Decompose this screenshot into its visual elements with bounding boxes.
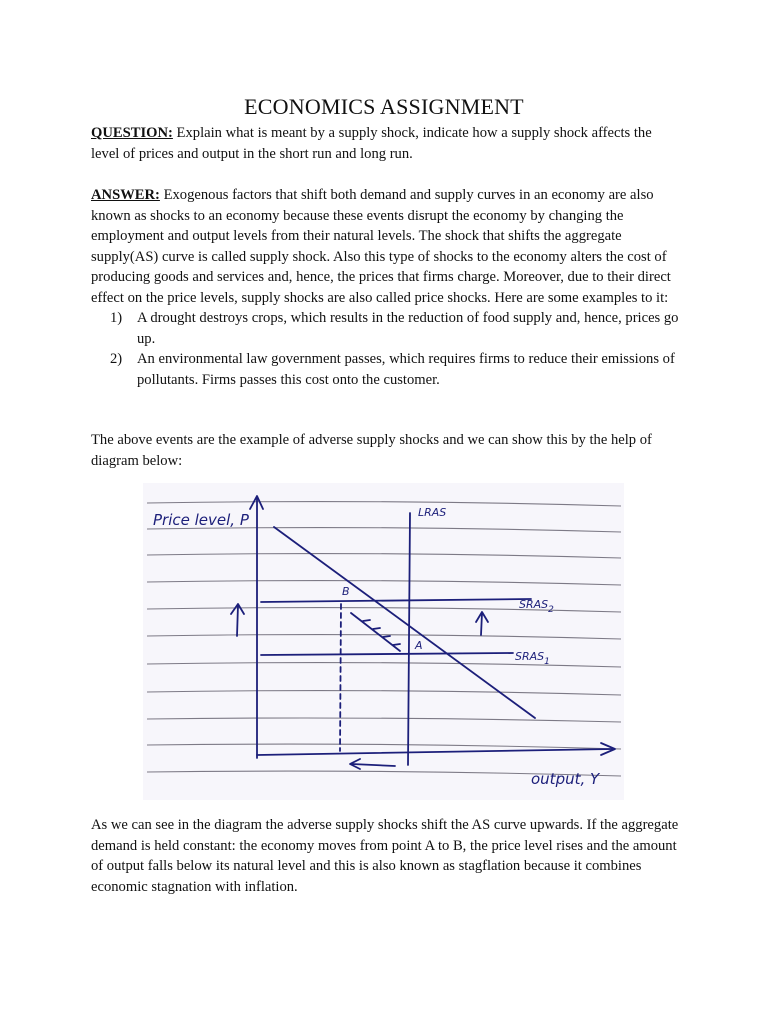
supply-shock-diagram: [143, 483, 624, 800]
point-a-label: A: [415, 639, 423, 652]
list-item: [91, 308, 681, 349]
document-title: ECONOMICS ASSIGNMENT: [244, 94, 524, 119]
point-b-label: B: [342, 585, 350, 598]
lras-label: LRAS: [418, 506, 447, 519]
list-item-text: An environmental law government passes, which requires firms to reduce their emissions of pollutants. Firms passes this cost onto the customer.: [137, 351, 675, 388]
list-item: [91, 349, 681, 390]
list-item-number: 2): [110, 351, 123, 367]
answer-paragraph: [91, 185, 681, 308]
conclusion-paragraph: As we can see in the diagram the adverse supply shocks shift the AS curve upwards. If the aggregate demand is held constant: the economy moves from point A to B, the price level rises and the amount of output falls below its natural level and this is also known as stagflation because it combines economic stagnation with inflation.: [91, 817, 679, 895]
examples-list: [91, 308, 681, 390]
sras2-label-text: SRAS: [519, 598, 549, 611]
answer-text: Exogenous factors that shift both demand and supply curves in an economy are also known as shocks to an economy because these events disrupt the economy by changing the employment and output levels from their natural levels. The shock that shifts the aggregate supply(AS) curve is called supply shock. Also this type of shocks to the economy alters the cost of producing goods and services and, hence, the prices that firms charge. Moreover, due to their direct effect on the price levels, supply shocks are also called price shocks. Here are some examples to it:: [91, 187, 671, 306]
answer-label: ANSWER:: [91, 187, 160, 203]
question-label: QUESTION:: [91, 125, 173, 141]
output-axis-label: output, Y: [531, 770, 600, 788]
question-paragraph: [91, 123, 681, 164]
sras1-label-text: SRAS: [515, 650, 545, 663]
question-text: Explain what is meant by a supply shock, indicate how a supply shock affects the level of prices and output in the short run and long run.: [91, 125, 652, 162]
list-item-text: A drought destroys crops, which results in the reduction of food supply and, hence, prices go up.: [137, 310, 679, 347]
sras2-label-subscript: 2: [548, 605, 554, 615]
price-axis-label: Price level, P: [153, 511, 249, 529]
diagram-intro-paragraph: The above events are the example of adverse supply shocks and we can show this by the help of diagram below:: [91, 432, 652, 469]
answer-section: [91, 185, 681, 390]
sras1-label-subscript: 1: [544, 657, 550, 667]
list-item-number: 1): [110, 310, 123, 326]
